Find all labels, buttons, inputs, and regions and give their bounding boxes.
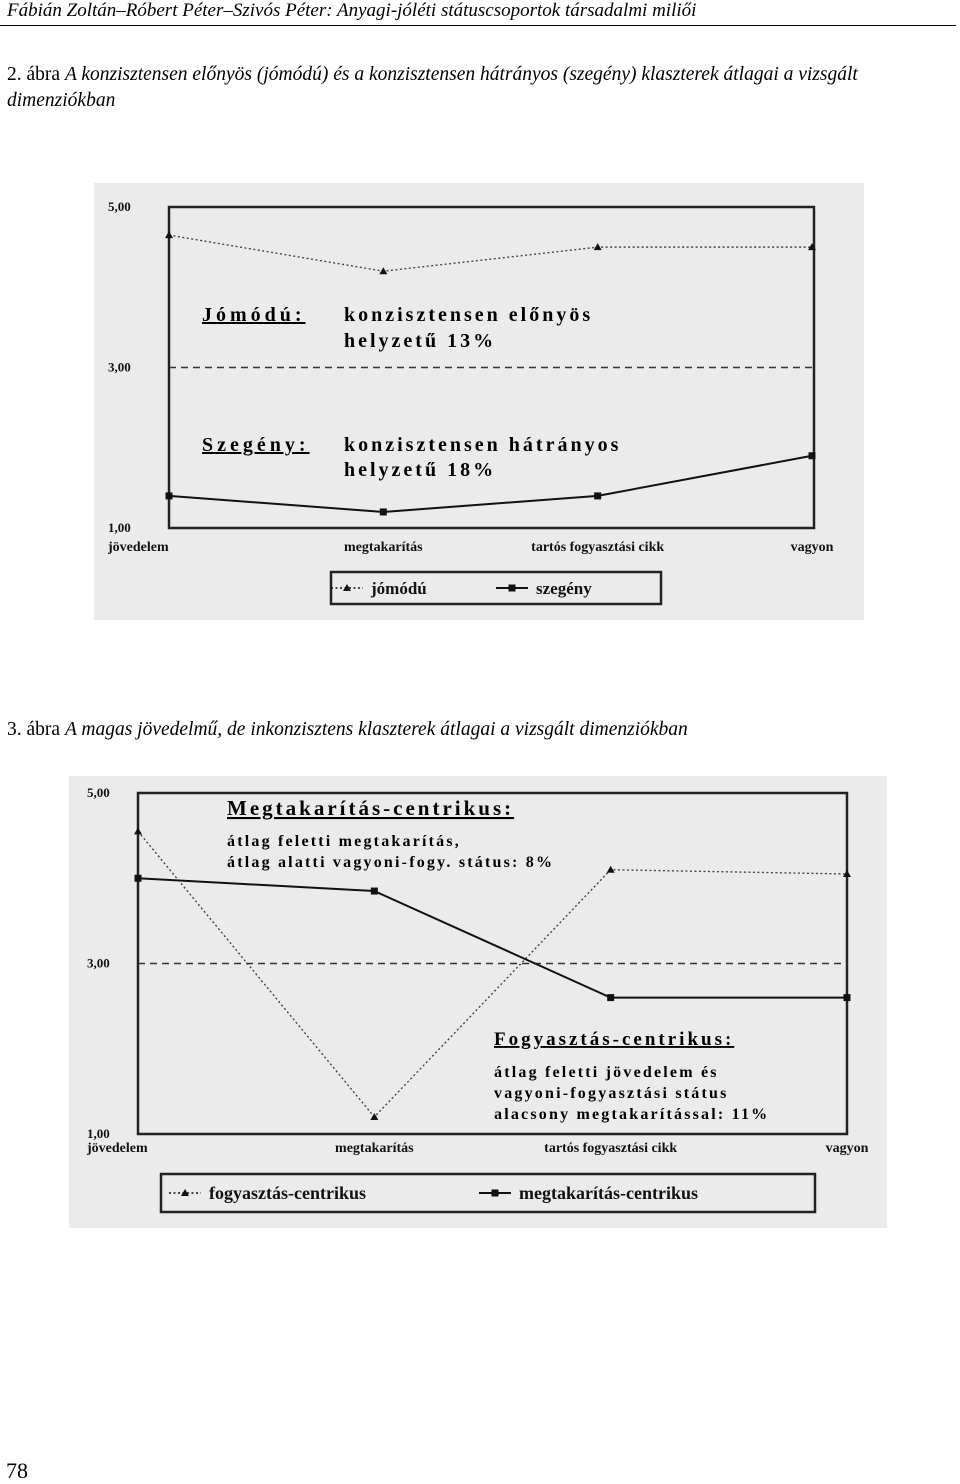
figure3-y-tick-label: 5,00 <box>87 785 110 800</box>
figure2-annotation-jomodu-line1: konzisztensen előnyös <box>344 304 594 326</box>
figure3-x-category-label: megtakarítás <box>335 1141 414 1156</box>
figure3-annotation-fogyasztas-title: Fogyasztás-centrikus: <box>494 1029 735 1050</box>
figure3-series-line-0 <box>138 831 847 1117</box>
figure3-annotation-megtakaritas-line1: átlag feletti megtakarítás, <box>227 833 462 850</box>
figure3-legend-label: fogyasztás-centrikus <box>209 1183 366 1203</box>
figure2-y-tick-label: 1,00 <box>108 520 131 535</box>
figure2-legend-label: jómódú <box>371 579 427 598</box>
figure3-svg <box>69 776 887 1228</box>
figure3-annotation-megtakaritas-line2: átlag alatti vagyoni-fogy. státus: 8% <box>227 854 555 871</box>
figure2-annotation-szegeny-name: Szegény: <box>202 434 310 456</box>
figure2-label: 2. ábra <box>7 64 61 85</box>
figure2-x-category-label: jövedelem <box>108 540 169 555</box>
figure3-chart <box>69 776 887 1228</box>
figure3-annotation-megtakaritas-title: Megtakarítás-centrikus: <box>227 796 515 820</box>
running-header: Fábián Zoltán–Róbert Péter–Szivós Péter: Anyagi-jóléti státuscsoportok társadalmi miliői <box>7 0 697 21</box>
figure3-annotation-fogyasztas-line3: alacsony megtakarítással: 11% <box>494 1106 770 1123</box>
figure3-legend-marker-square <box>492 1190 499 1197</box>
figure2-y-tick-label: 5,00 <box>108 199 131 214</box>
figure3-plot <box>86 785 869 1212</box>
figure2-x-category-label: vagyon <box>790 540 834 555</box>
figure2-point-triangle <box>594 243 602 250</box>
figure2-legend-label: szegény <box>536 579 592 598</box>
figure2-point-square <box>809 452 816 459</box>
figure3-legend-label: megtakarítás-centrikus <box>519 1183 698 1203</box>
figure3-point-square <box>135 875 142 882</box>
figure3-caption <box>7 717 937 743</box>
figure2-svg <box>94 183 864 620</box>
page-number: 78 <box>6 1458 28 1483</box>
figure2-point-triangle <box>165 231 173 238</box>
figure3-point-square <box>371 888 378 895</box>
figure3-point-triangle <box>134 827 142 834</box>
figure3-caption-text: A magas jövedelmű, de inkonzisztens klaszterek átlagai a vizsgált dimenziókban <box>64 719 688 740</box>
figure2-annotation-szegeny-line2: helyzetű 18% <box>344 459 497 481</box>
figure3-y-tick-label: 1,00 <box>87 1126 110 1141</box>
figure3-x-category-label: jövedelem <box>87 1141 148 1156</box>
figure3-y-tick-label: 3,00 <box>87 955 110 971</box>
figure2-series-line-0 <box>169 235 812 271</box>
figure2-annotation-szegeny-line1: konzisztensen hátrányos <box>344 434 622 456</box>
figure2-point-triangle <box>379 267 387 274</box>
figure3-label: 3. ábra <box>7 719 61 740</box>
figure3-point-triangle <box>607 866 615 873</box>
figure2-legend-marker-square <box>509 585 516 592</box>
figure2-annotation-jomodu-line2: helyzetű 13% <box>344 330 497 352</box>
figure2-y-tick-label: 3,00 <box>108 359 131 375</box>
figure2-point-square <box>380 508 387 515</box>
figure3-x-category-label: tartós fogyasztási cikk <box>544 1141 678 1156</box>
figure2-plot <box>107 199 834 604</box>
figure2-chart <box>94 183 864 620</box>
figure3-annotation-fogyasztas-line1: átlag feletti jövedelem és <box>494 1064 719 1081</box>
figure3-series-line-1 <box>138 878 847 997</box>
figure2-x-category-label: megtakarítás <box>344 540 423 555</box>
figure3-annotation-fogyasztas-line2: vagyoni-fogyasztási státus <box>494 1085 729 1102</box>
figure2-x-category-label: tartós fogyasztási cikk <box>531 540 665 555</box>
figure3-point-square <box>844 994 851 1001</box>
figure3-point-square <box>607 994 614 1001</box>
figure2-caption <box>7 62 937 114</box>
header-rule <box>0 25 956 26</box>
figure2-caption-text: A konzisztensen előnyös (jómódú) és a konzisztensen hátrányos (szegény) klaszterek átlagai a vizsgált dimenziókban <box>7 64 858 111</box>
figure2-point-square <box>166 492 173 499</box>
figure2-annotation-jomodu-name: Jómódú: <box>202 304 306 326</box>
figure2-point-square <box>594 492 601 499</box>
figure3-x-category-label: vagyon <box>825 1141 869 1156</box>
